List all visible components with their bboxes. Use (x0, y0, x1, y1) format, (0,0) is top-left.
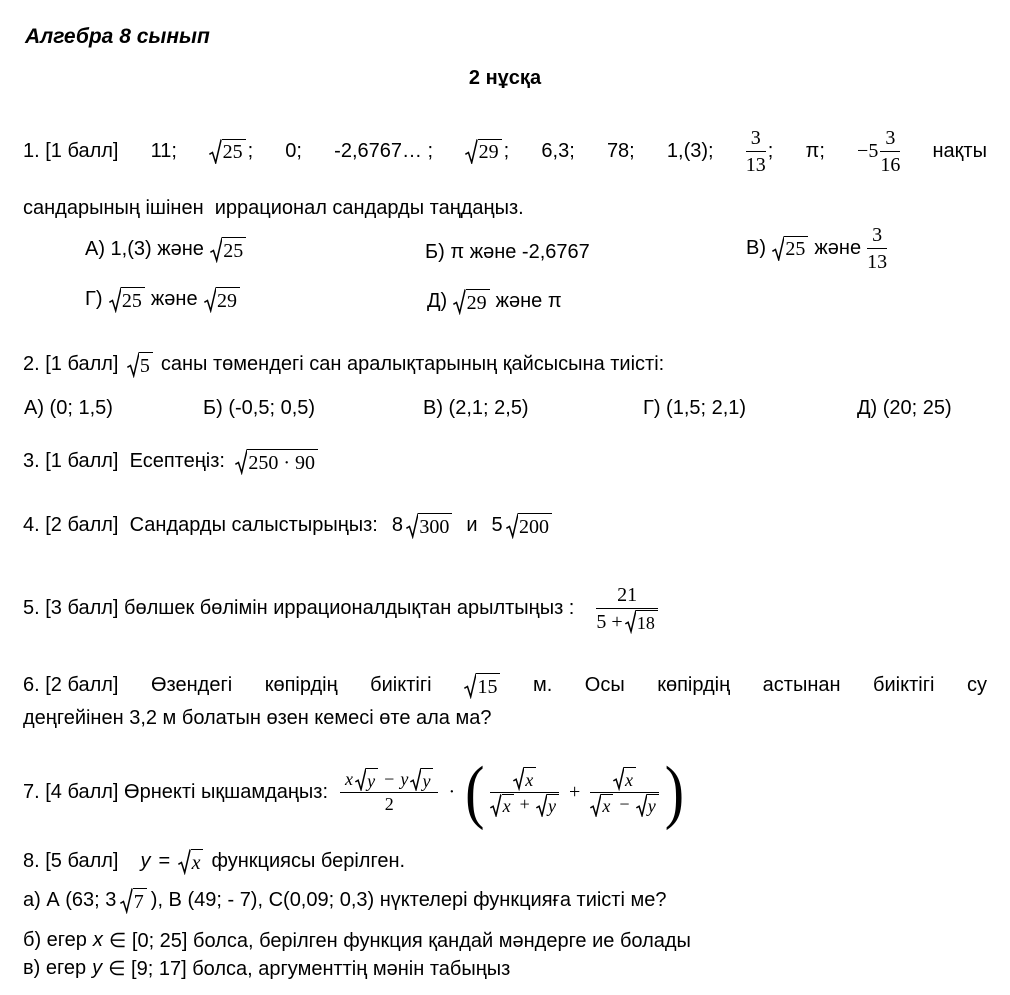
radicand: 29 (466, 289, 490, 315)
sqrt-expression (465, 139, 501, 165)
separator: ; (767, 140, 774, 162)
numerator (490, 767, 558, 792)
sqrt-expression (127, 352, 153, 378)
fraction-3-13-group (746, 126, 774, 177)
option-text: және π (495, 290, 562, 313)
sqrt-expression (772, 236, 808, 262)
numerator: 3 (746, 126, 766, 152)
fraction (880, 126, 900, 177)
question-3-text: 3. [1 балл] Есептеңіз: (23, 450, 225, 473)
radical-icon (536, 794, 547, 817)
word-token: нақты (932, 140, 987, 162)
sqrt-expression (410, 768, 433, 791)
comparison-word: и (466, 514, 478, 537)
sqrt-expression (613, 767, 636, 790)
denominator-text: 5 + (596, 611, 623, 633)
radicand: x (502, 794, 514, 817)
radical-icon (625, 610, 636, 633)
numerator (590, 767, 658, 792)
radicand: 7 (133, 888, 147, 914)
radical-icon (178, 849, 190, 875)
fraction-left (490, 767, 558, 816)
sqrt-expression (109, 287, 145, 313)
denominator: 13 (745, 154, 766, 176)
minus-operator: − (384, 768, 395, 789)
sqrt-expression (406, 513, 452, 539)
sqrt-expression (210, 237, 246, 263)
document-title: Алгебра 8 сынып (25, 25, 210, 48)
radical-icon (406, 513, 418, 539)
radical-icon (204, 287, 216, 313)
term-8-sqrt-300 (392, 513, 453, 539)
radicand: 300 (418, 513, 452, 539)
q2-option-g: Г) (1,5; 2,1) (643, 397, 747, 419)
variant-heading: 2 нұсқа (468, 67, 542, 89)
var-y: y (140, 850, 151, 873)
radicand: y (366, 768, 378, 791)
part-b-text: б) егер (23, 929, 87, 951)
minus-operator: − (619, 794, 630, 815)
radical-icon (590, 794, 601, 817)
q2-option-v: В) (2,1; 2,5) (423, 397, 529, 419)
word-token: Осы (584, 674, 625, 697)
option-label: Г) (85, 288, 103, 311)
radical-icon (513, 767, 524, 790)
fraction (746, 126, 766, 177)
numerator: 3 (867, 223, 887, 249)
radicand: 200 (518, 513, 552, 539)
question-1-line-1 (23, 126, 987, 177)
question-2 (23, 352, 664, 378)
q1-option-d (427, 289, 562, 315)
radicand: 25 (222, 237, 246, 263)
sqrt-expression (235, 449, 318, 475)
question-8-number-points: 8. [5 балл] (23, 850, 119, 873)
sqrt-expression (453, 289, 489, 315)
question-1-number-points: 1. [1 балл] (23, 140, 119, 162)
radicand: y (647, 794, 659, 817)
radical-icon (127, 352, 139, 378)
radicand: 25 (121, 287, 145, 313)
question-8-text: функциясы берілген. (211, 850, 406, 873)
question-4 (23, 513, 552, 539)
sqrt-expression (590, 794, 613, 817)
term-5-sqrt-200 (492, 513, 553, 539)
word-token: көпірдің (264, 674, 338, 697)
sqrt-expression (536, 794, 559, 817)
question-4-text: 4. [2 балл] Сандарды салыстырыңыз: (23, 514, 378, 537)
radical-icon (636, 794, 647, 817)
word-token: су (966, 674, 987, 697)
denominator (590, 793, 658, 817)
radical-icon (490, 794, 501, 817)
option-text: және (150, 288, 198, 311)
question-2-text: саны төмендегі сан аралықтарының қайсысына тиісті: (160, 353, 665, 376)
sqrt-expression (490, 794, 513, 817)
radical-icon (235, 449, 247, 475)
question-6-number-points: 6. [2 балл] (23, 674, 119, 697)
word-token: биіктігі (370, 674, 432, 697)
radicand: x (624, 767, 636, 790)
sqrt-expression (120, 888, 146, 914)
radicand: 5 (139, 352, 153, 378)
sqrt-29-group (465, 139, 509, 165)
denominator (490, 793, 558, 817)
separator: ; (247, 140, 254, 162)
radical-icon (506, 513, 518, 539)
open-paren: ( (465, 751, 485, 832)
question-7-text: 7. [4 балл] Өрнекті ықшамдаңыз: (23, 780, 329, 803)
sqrt-expression (513, 767, 536, 790)
coefficient: 5 (491, 514, 503, 537)
number-token: 1,(3); (666, 140, 714, 162)
radical-icon (109, 287, 121, 313)
word-token: көпірдің (657, 674, 731, 697)
equals-sign: = (158, 850, 171, 873)
q1-option-v (746, 223, 887, 274)
question-5-text: 5. [3 балл] бөлшек бөлімін иррационалдықтан арылтыңыз : (23, 597, 575, 619)
question-7 (23, 751, 685, 832)
option-label: Д) (427, 290, 448, 313)
mixed-number (857, 126, 900, 177)
option-label: В) (746, 237, 766, 259)
question-5 (23, 583, 658, 634)
coefficient: 8 (391, 514, 403, 537)
radicand: x (191, 849, 204, 875)
sqrt-25-group (209, 139, 253, 165)
radical-icon (410, 768, 421, 791)
fraction (596, 583, 657, 634)
fraction-main (340, 768, 438, 816)
radicand: 25 (784, 236, 808, 262)
multiply-operator: · (448, 780, 456, 803)
var-x: x (345, 768, 354, 789)
sqrt-expression (625, 610, 658, 633)
radical-icon (210, 237, 222, 263)
q2-option-d: Д) (20; 25) (857, 397, 952, 419)
radicand: y (547, 794, 559, 817)
radicand: 15 (476, 673, 500, 699)
number-token: 11; (150, 140, 177, 162)
radicand: 29 (216, 287, 240, 313)
radical-icon (120, 888, 132, 914)
sqrt-expression (355, 768, 378, 791)
question-6-line-2: деңгейінен 3,2 м болатын өзен кемесі өте ала ма? (23, 707, 492, 729)
radicand: x (524, 767, 536, 790)
question-1-line-2: сандарының ішінен иррационал сандарды таңдаңыз. (23, 197, 524, 219)
radicand: x (601, 794, 613, 817)
number-token: 78; (606, 140, 635, 162)
pi-token: π; (805, 140, 825, 162)
radicand: y (421, 768, 433, 791)
q1-option-b (425, 241, 590, 264)
radicand: 29 (478, 139, 502, 165)
option-text: Б) π және -2,6767 (425, 241, 590, 263)
radical-icon (465, 139, 477, 165)
radical-icon (613, 767, 624, 790)
number-token: 6,3; (541, 140, 575, 162)
separator: ; (503, 140, 510, 162)
numerator: 21 (596, 583, 657, 609)
word-token: Өзендегі (151, 674, 233, 697)
radical-icon (355, 768, 366, 791)
sqrt-expression (506, 513, 552, 539)
mixed-number-integer: −5 (857, 140, 879, 162)
sqrt-expression (209, 139, 245, 165)
part-a-text: а) А (63; 3 (23, 889, 117, 912)
var-y: y (400, 768, 409, 789)
radicand: 25 (222, 139, 246, 165)
part-v-text: в) егер (23, 957, 87, 979)
part-b-text: ∈ [0; 25] болса, берілген функция қандай мәндерге ие болады (108, 930, 691, 952)
q1-option-g (85, 287, 240, 313)
close-paren: ) (664, 751, 685, 832)
question-6-line-1 (23, 673, 987, 699)
radical-icon (772, 236, 784, 262)
option-text: және (814, 237, 862, 259)
sqrt-expression (178, 849, 203, 875)
denominator (596, 609, 657, 634)
plus-operator: + (568, 780, 581, 803)
q2-option-a: А) (0; 1,5) (24, 397, 113, 419)
numerator: 3 (880, 126, 900, 152)
part-a-text: ), В (49; - 7), С(0,09; 0,3) нүктелері функцияға тиісті ме? (150, 889, 667, 912)
sqrt-expression (464, 673, 500, 699)
option-text: А) 1,(3) және (85, 238, 204, 261)
fraction-right (590, 767, 658, 816)
question-8-part-b (23, 928, 691, 953)
part-v-text: ∈ [9; 17] болса, аргументтің мәнін табыңыз (108, 958, 511, 980)
var-y: y (92, 957, 103, 979)
radical-icon (453, 289, 465, 315)
radical-icon (464, 673, 476, 699)
question-8-part-a (23, 888, 666, 914)
sqrt-expression (636, 794, 659, 817)
question-8 (23, 849, 405, 875)
word-token: м. (532, 674, 553, 697)
radicand: 18 (636, 610, 658, 633)
denominator: 13 (867, 251, 888, 273)
q2-option-b: Б) (-0,5; 0,5) (203, 397, 316, 419)
q1-option-a (85, 237, 246, 263)
numerator (340, 768, 438, 793)
question-2-number-points: 2. [1 балл] (23, 353, 119, 376)
number-token: -2,6767… ; (334, 140, 434, 162)
fraction (867, 223, 887, 274)
denominator: 16 (880, 154, 901, 176)
question-3 (23, 449, 318, 475)
word-token: биіктігі (873, 674, 935, 697)
denominator: 2 (384, 794, 394, 815)
var-x: x (92, 929, 103, 951)
word-token: астынан (762, 674, 841, 697)
sqrt-expression (204, 287, 240, 313)
plus-operator: + (519, 794, 530, 815)
number-token: 0; (285, 140, 302, 162)
question-8-part-v (23, 956, 510, 981)
radicand: 250 · 90 (247, 449, 318, 475)
radical-icon (209, 139, 221, 165)
